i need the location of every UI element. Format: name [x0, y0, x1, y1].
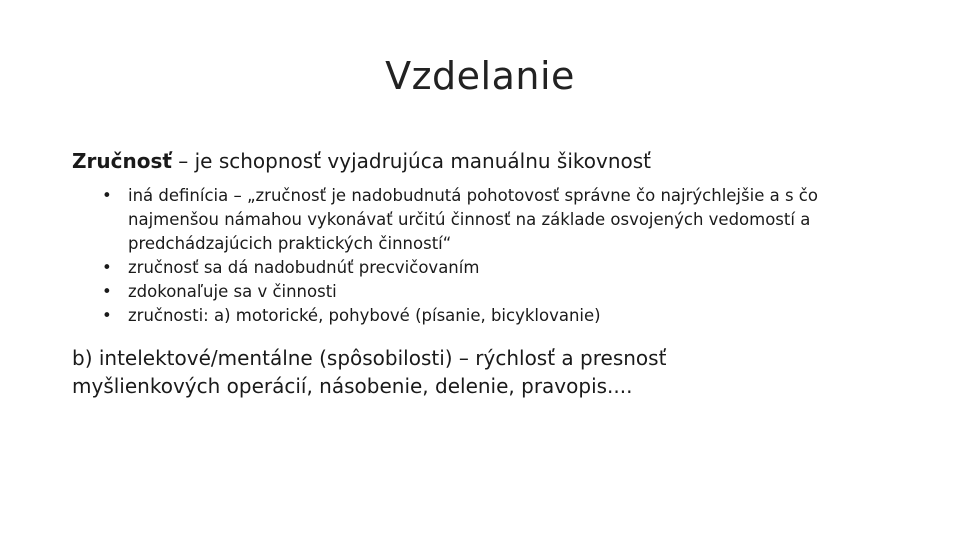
- bullet-item: [102, 280, 908, 304]
- bullet-icon: •: [102, 306, 112, 325]
- bullet-icon: •: [102, 258, 112, 277]
- bullet-text: zručnosti: a) motorické, pohybové (písanie, bicyklovanie): [128, 306, 601, 325]
- definition-term: Zručnosť: [72, 149, 172, 173]
- bullet-text: zdokonaľuje sa v činnosti: [128, 282, 337, 301]
- bullet-icon: •: [102, 186, 112, 205]
- bullet-item: [102, 256, 908, 280]
- bullet-item: [102, 304, 908, 328]
- slide-title: Vzdelanie: [385, 54, 575, 98]
- bullet-icon: •: [102, 282, 112, 301]
- slide-body: [72, 146, 892, 420]
- definition-text: – je schopnosť vyjadrujúca manuálnu šikovnosť: [171, 149, 652, 173]
- definition-heading: [72, 146, 892, 176]
- bullet-text: iná definícia – „zručnosť je nadobudnutá pohotovosť správne čo najrýchlejšie a s čo najmenšou námahou vykonávať určitú činnosť na základe osvojených vedomostí a predchádzajúcich praktických činností“: [128, 186, 818, 253]
- continuation-paragraph: b) intelektové/mentálne (spôsobilosti) – rýchlosť a presnosť myšlienkových operácií, násobenie, delenie, pravopis....: [72, 346, 667, 398]
- bullet-list: [102, 184, 892, 328]
- bullet-item: [102, 184, 908, 256]
- bullet-text: zručnosť sa dá nadobudnúť precvičovaním: [128, 258, 480, 277]
